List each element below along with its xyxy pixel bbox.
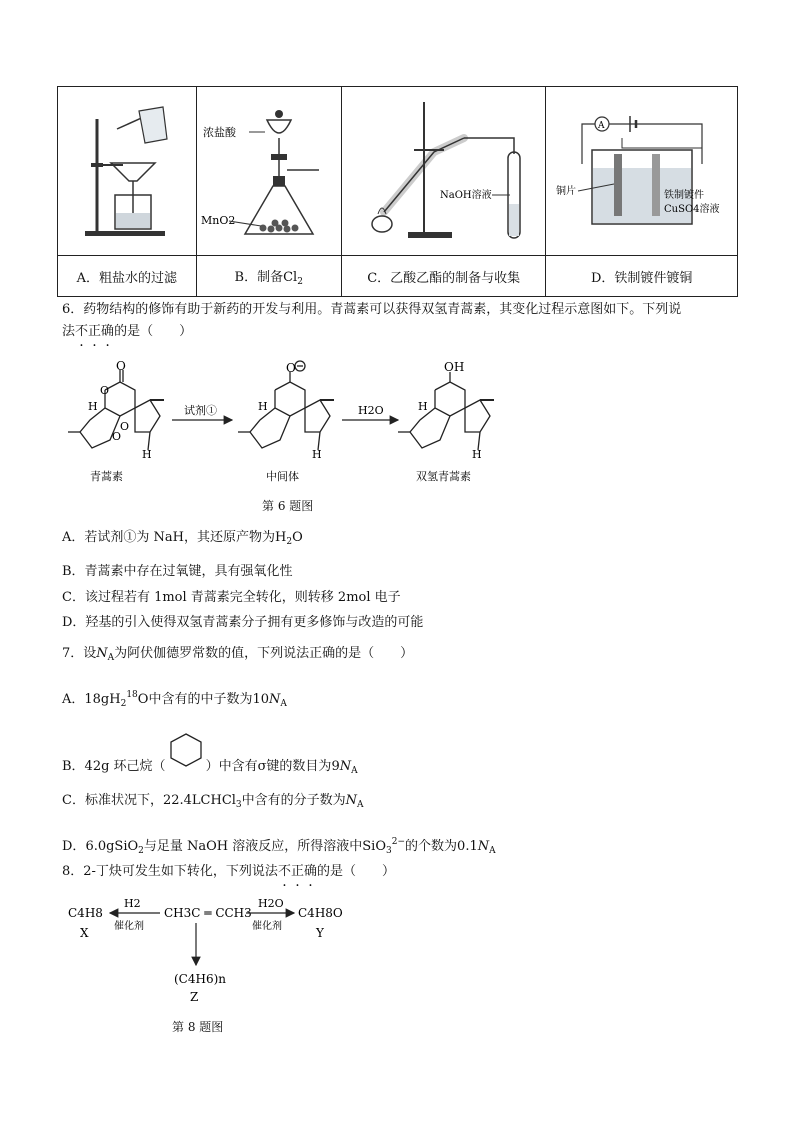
q8-conversion-figure: [62, 895, 362, 1010]
water-reagent: H2O: [258, 897, 284, 910]
y-formula: C4H8O: [298, 906, 343, 920]
mol2-name: 中间体: [266, 470, 299, 483]
svg-text:O: O: [100, 384, 110, 397]
copper-plate: [614, 154, 622, 216]
electroplating-apparatus-icon: [552, 94, 732, 244]
emph-char-3: 确: [101, 324, 115, 339]
apparatus-d-cell: [546, 87, 738, 256]
emph-char-1: 不: [277, 864, 291, 879]
y-label: Y: [316, 926, 324, 940]
emph-char-2: 正: [290, 864, 304, 879]
svg-text:铜片: 铜片: [555, 186, 576, 197]
svg-text:H: H: [88, 400, 98, 413]
catalyst-1: 催化剂: [114, 921, 144, 932]
q7-stem: 7．设$N_A$为阿伏伽德罗常数的值，下列说法正确的是（ ）: [62, 646, 414, 663]
svg-text:A: A: [597, 121, 605, 131]
svg-text:铁制镀件: 铁制镀件: [663, 190, 704, 201]
mol3-name: 双氢青蒿素: [416, 470, 471, 483]
x-label: X: [80, 926, 89, 940]
emph-char-2: 正: [88, 324, 102, 339]
label-naoh-solution: NaOH溶液: [439, 190, 492, 201]
iron-part: [652, 154, 660, 216]
q7-option-a: A．$18gH_2^{18}O$中含有的中子数为$10N_A$: [62, 690, 287, 709]
water-label: H2O: [358, 404, 384, 417]
caption-d: D．铁制镀件镀铜: [546, 256, 738, 297]
q6-option-b: B．青蒿素中存在过氧键，具有强氧化性: [62, 564, 293, 579]
apparatus-table: [57, 86, 738, 297]
q8-stem: 8．2-丁炔可发生如下转化，下列说法不正确的是（ ）: [62, 864, 395, 879]
q6-stem-line1: 6．药物结构的修饰有助于新药的开发与利用。青蒿素可以获得双氢青蒿素，其变化过程示意图如下。下列说: [62, 302, 682, 317]
filtration-apparatus-icon: [67, 99, 187, 239]
svg-text:H: H: [472, 448, 482, 461]
svg-text:H: H: [312, 448, 322, 461]
emph-char-1: 不: [75, 324, 89, 339]
ester-prep-apparatus-icon: [344, 94, 544, 244]
svg-text:OH: OH: [444, 360, 465, 374]
z-formula: (C4H6)n: [174, 972, 227, 986]
svg-text:H: H: [142, 448, 152, 461]
q8-emphasis: [278, 864, 317, 879]
apparatus-c-cell: [341, 87, 546, 256]
q8-figure-caption: 第 8 题图: [172, 1020, 224, 1034]
label-mno2: MnO2: [200, 214, 236, 227]
q7-option-b: B．42g 环己烷（ ）中含有σ键的数目为$9N_A$: [62, 750, 358, 781]
apparatus-a-cell: [58, 87, 197, 256]
q6-option-a: A．若试剂①为 NaH，其还原产物为$H_2O$: [62, 530, 303, 547]
q6-stem-line2: 法不正确的是（ ）: [62, 324, 193, 339]
svg-text:O: O: [286, 361, 296, 375]
caption-a: A．粗盐水的过滤: [58, 256, 197, 297]
apparatus-b-cell: [196, 87, 341, 256]
dihydroartemisinin-structure: [398, 372, 494, 450]
svg-text:CuSO4溶液: CuSO4溶液: [663, 204, 720, 215]
q6-figure-caption: 第 6 题图: [262, 499, 314, 513]
q6-option-c: C．该过程若有 1mol 青蒿素完全转化，则转移 2mol 电子: [62, 590, 401, 605]
svg-text:O: O: [112, 430, 122, 443]
caption-b: B．制备$Cl_2$: [196, 256, 341, 297]
z-label: Z: [190, 990, 199, 1004]
caption-c: C．乙酸乙酯的制备与收集: [341, 256, 546, 297]
svg-text:O: O: [120, 420, 130, 433]
reagent-label: 试剂①: [184, 404, 217, 417]
svg-text:H: H: [418, 400, 428, 413]
label-conc-hcl: 浓盐酸: [202, 126, 236, 139]
reactant-formula: CH3C ═ CCH3: [164, 906, 252, 920]
q7-option-c: C．标准状况下，22.4LCHCl$_3$中含有的分子数为$N_A$: [62, 793, 364, 810]
svg-text:O: O: [116, 360, 126, 373]
q6-reaction-figure: [60, 360, 500, 490]
catalyst-2: 催化剂: [252, 921, 282, 932]
q6-emphasis: [75, 324, 114, 339]
x-formula: C4H8: [68, 906, 103, 920]
svg-text:H: H: [258, 400, 268, 413]
q7-option-d: D．6.0gSiO$_2$与足量 NaOH 溶液反应，所得溶液中SiO$_3^{2-}$的个数为$0.1N_A$: [62, 837, 496, 856]
cyclohexane-icon: [166, 750, 206, 770]
chlorine-prep-apparatus-icon: [199, 94, 339, 244]
q6-option-d: D．羟基的引入使得双氢青蒿素分子拥有更多修饰与改造的可能: [62, 615, 424, 630]
emph-char-3: 确: [303, 864, 317, 879]
mol1-name: 青蒿素: [90, 470, 123, 483]
h2-label: H2: [124, 897, 141, 910]
